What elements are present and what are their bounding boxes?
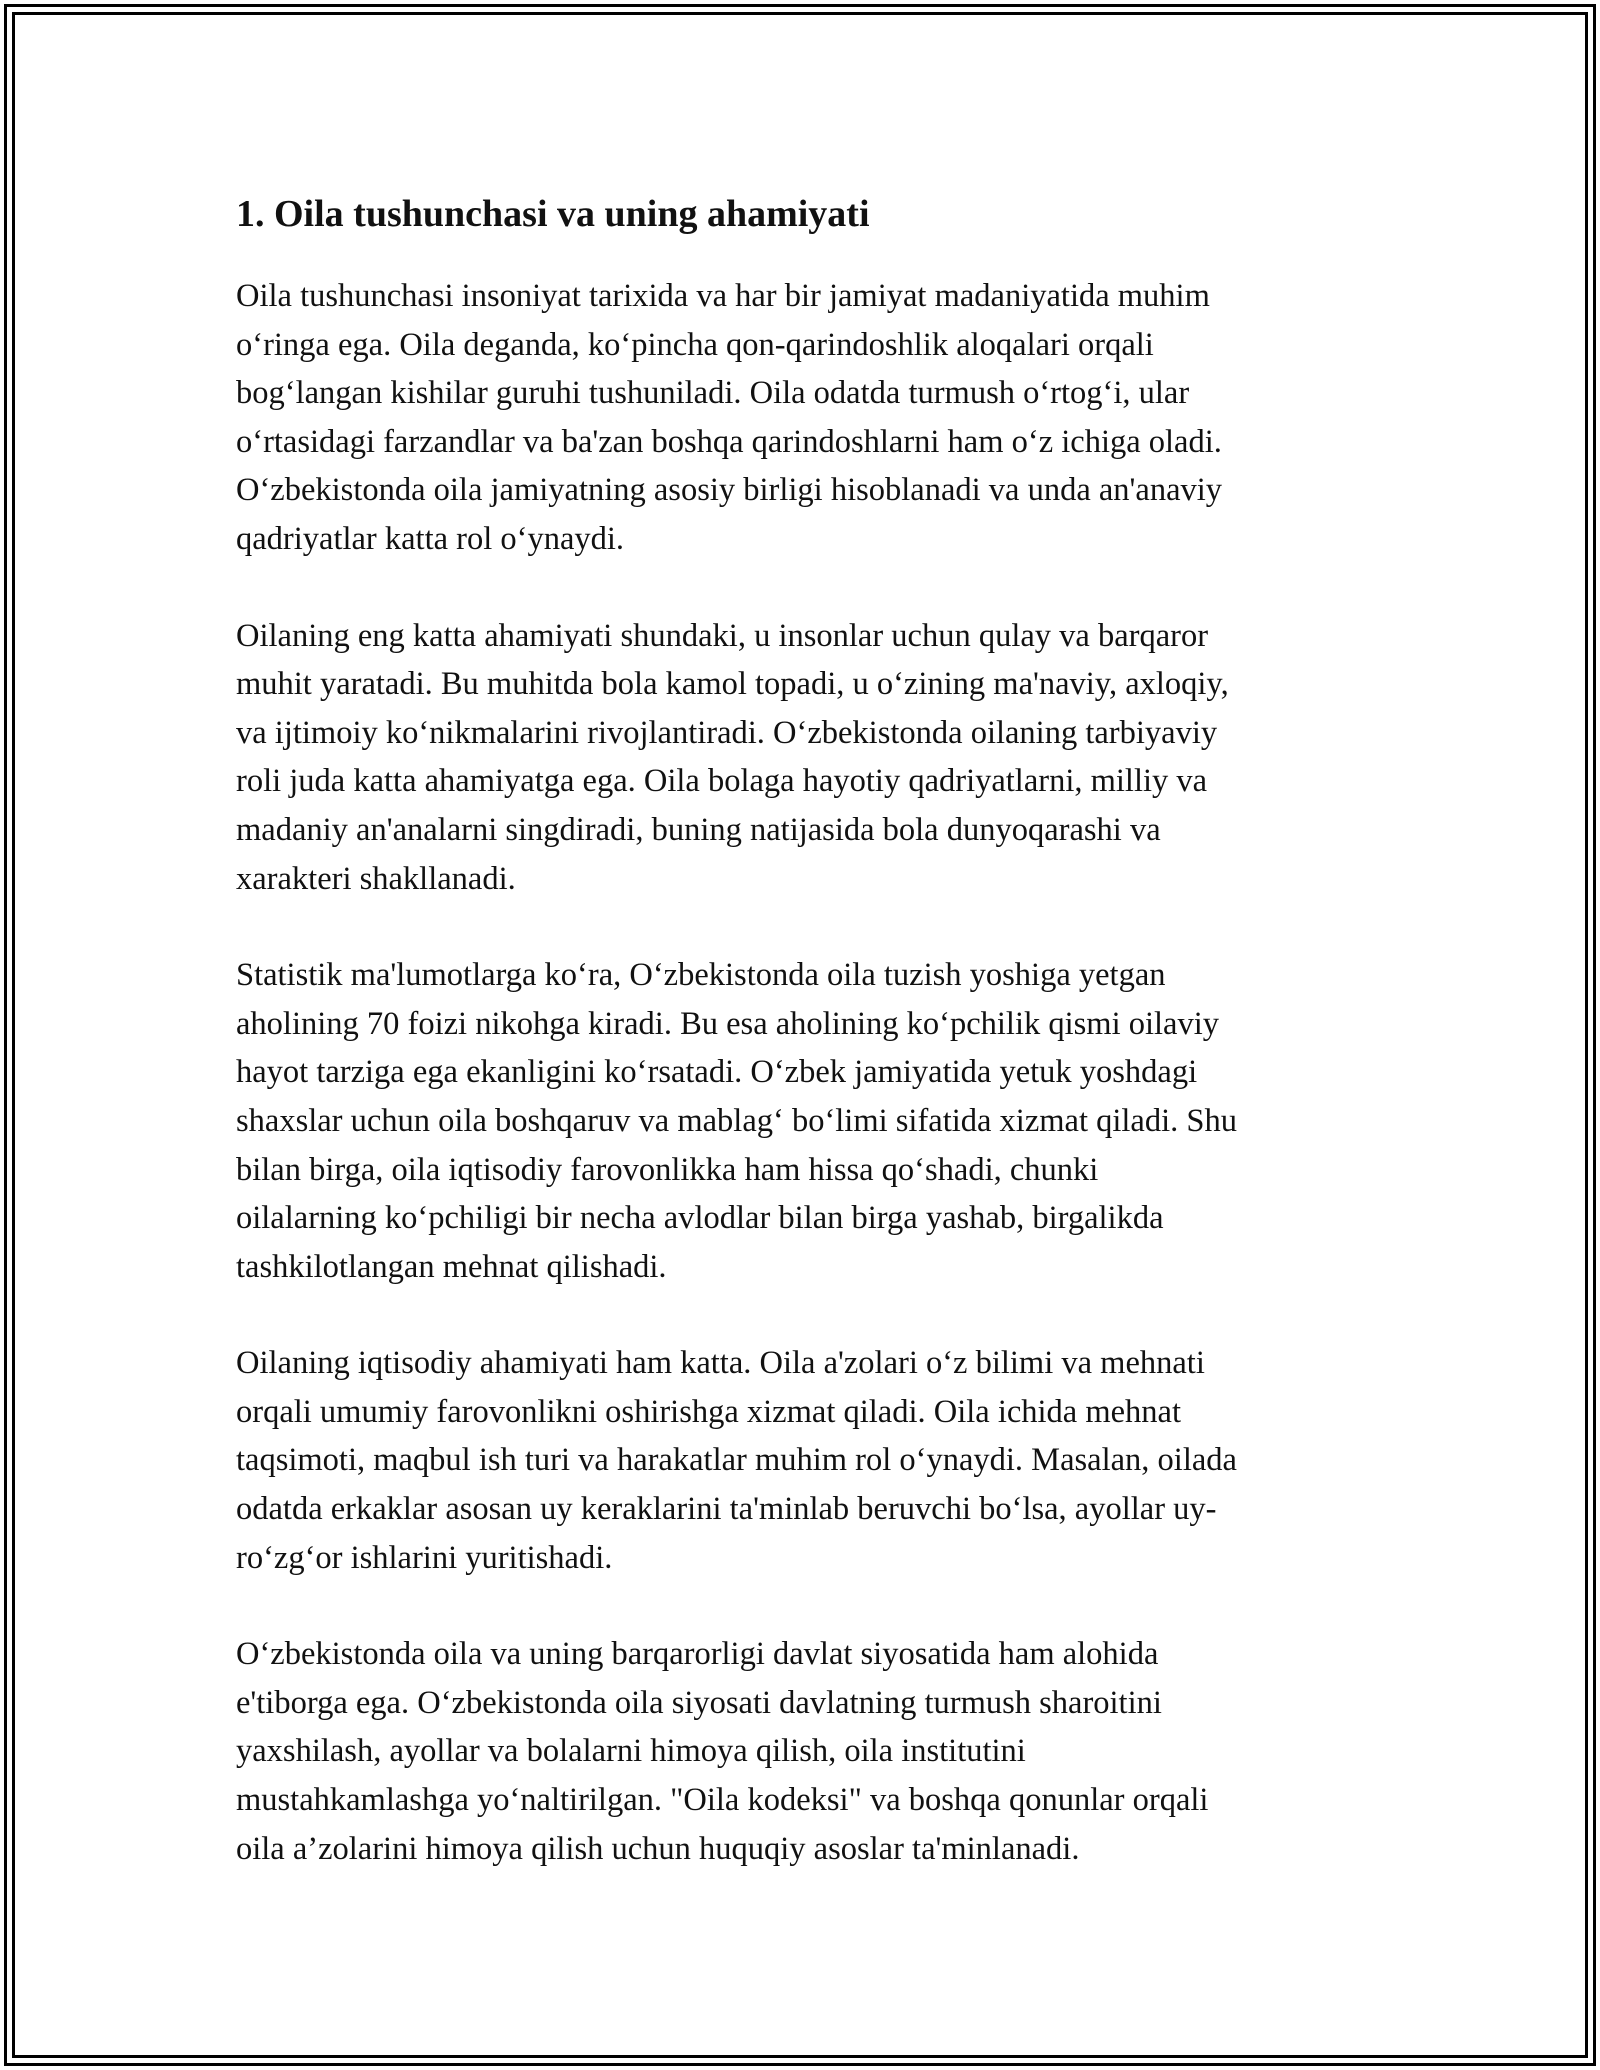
text-line: odatda erkaklar asosan uy keraklarini ta'minlab beruvchi bo‘lsa, ayollar uy- (236, 1491, 1217, 1528)
text-line: va ijtimoiy ko‘nikmalarini rivojlantiradi. O‘zbekistonda oilaning tarbiyaviy (236, 714, 1218, 751)
text-line: Oilaning iqtisodiy ahamiyati ham katta. Oila a'zolari o‘z bilimi va mehnati (236, 1345, 1205, 1382)
text-line: e'tiborga ega. O‘zbekistonda oila siyosati davlatning turmush sharoitini (236, 1684, 1162, 1721)
text-line: mustahkamlashga yo‘naltirilgan. "Oila kodeksi" va boshqa qonunlar orqali (236, 1782, 1209, 1819)
paragraph-1 (236, 272, 1376, 564)
text-line: bog‘langan kishilar guruhi tushuniladi. Oila odatda turmush o‘rtog‘i, ular (236, 375, 1190, 412)
text-line: aholining 70 foizi nikohga kiradi. Bu esa aholining ko‘pchilik qismi oilaviy (236, 1005, 1219, 1042)
text-line: madaniy an'analarni singdiradi, buning natijasida bola dunyoqarashi va (236, 811, 1161, 848)
text-line: taqsimoti, maqbul ish turi va harakatlar muhim rol o‘ynaydi. Masalan, oilada (236, 1442, 1237, 1479)
text-line: muhit yaratadi. Bu muhitda bola kamol topadi, u o‘zining ma'naviy, axloqiy, (236, 666, 1229, 703)
text-line: O‘zbekistonda oila jamiyatning asosiy birligi hisoblanadi va unda an'anaviy (236, 472, 1223, 509)
text-line: roli juda katta ahamiyatga ega. Oila bolaga hayotiy qadriyatlarni, milliy va (236, 763, 1208, 800)
text-line: Oilaning eng katta ahamiyati shundaki, u insonlar uchun qulay va barqaror (236, 617, 1209, 654)
text-line: orqali umumiy farovonlikni oshirishga xizmat qiladi. Oila ichida mehnat (236, 1393, 1182, 1430)
paragraph-5 (236, 1630, 1376, 1873)
document-body (236, 186, 1376, 1921)
text-line: tashkilotlangan mehnat qilishadi. (236, 1248, 667, 1285)
text-line: yaxshilash, ayollar va bolalarni himoya qilish, oila institutini (236, 1733, 1026, 1770)
paragraph-4 (236, 1339, 1376, 1582)
text-line: oila a’zolarini himoya qilish uchun huquqiy asoslar ta'minlanadi. (236, 1830, 1080, 1867)
section-heading: 1. Oila tushunchasi va uning ahamiyati (236, 193, 870, 235)
text-line: Oila tushunchasi insoniyat tarixida va har bir jamiyat madaniyatida muhim (236, 278, 1210, 314)
text-line: xarakteri shakllanadi. (236, 860, 516, 897)
text-line: ro‘zg‘or ishlarini yuritishadi. (236, 1539, 613, 1576)
text-line: oilalarning ko‘pchiligi bir necha avlodlar bilan birga yashab, birgalikda (236, 1200, 1164, 1237)
text-line: O‘zbekistonda oila va uning barqarorligi davlat siyosatida ham alohida (236, 1636, 1159, 1673)
text-line: o‘ringa ega. Oila deganda, ko‘pincha qon-qarindoshlik aloqalari orqali (236, 326, 1154, 363)
text-line: qadriyatlar katta rol o‘ynaydi. (236, 520, 625, 557)
text-line: Statistik ma'lumotlarga ko‘ra, O‘zbekistonda oila tuzish yoshiga yetgan (236, 957, 1166, 994)
paragraph-3 (236, 951, 1376, 1291)
text-line: o‘rtasidagi farzandlar va ba'zan boshqa qarindoshlarni ham o‘z ichiga oladi. (236, 423, 1222, 460)
paragraph-2 (236, 612, 1376, 904)
text-line: shaxslar uchun oila boshqaruv va mablag‘ bo‘limi sifatida xizmat qiladi. Shu (236, 1102, 1237, 1139)
text-line: hayot tarziga ega ekanligini ko‘rsatadi. O‘zbek jamiyatida yetuk yoshdagi (236, 1054, 1198, 1091)
text-line: bilan birga, oila iqtisodiy farovonlikka ham hissa qo‘shadi, chunki (236, 1151, 1099, 1188)
